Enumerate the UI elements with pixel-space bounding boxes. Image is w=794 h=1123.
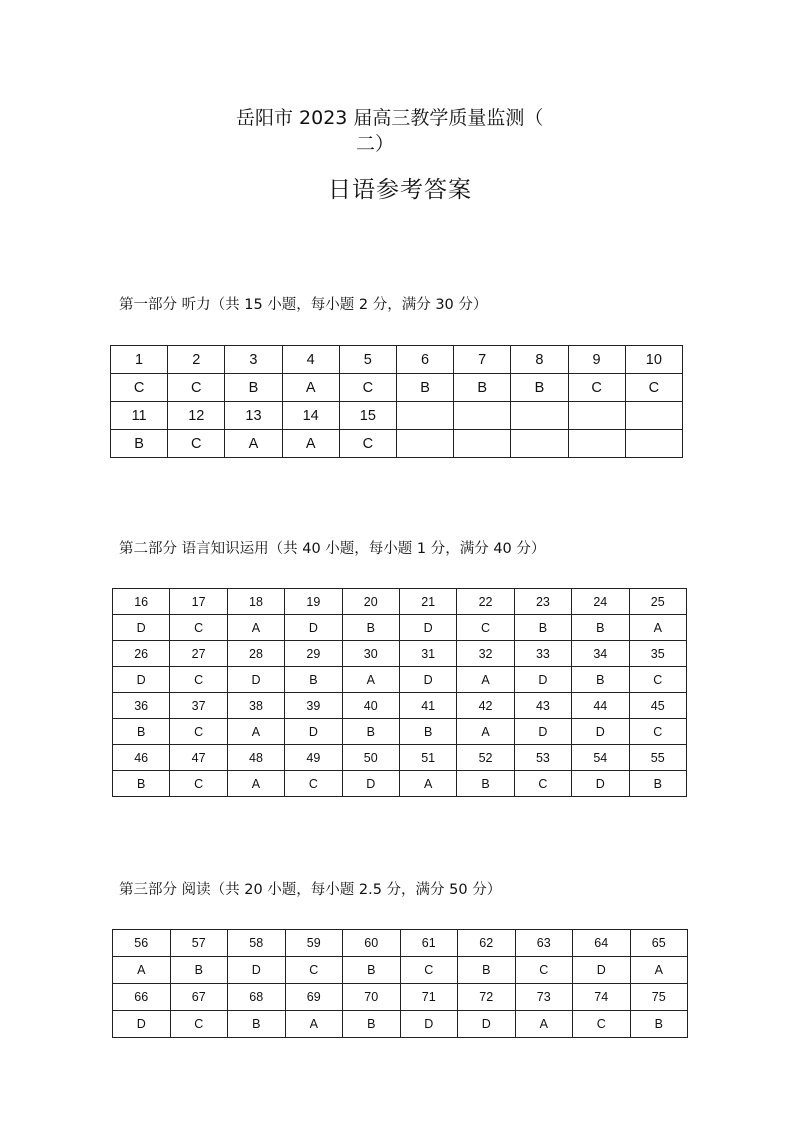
answer-row (111, 374, 683, 402)
answer-cell: C (170, 771, 227, 797)
question-number-cell: 47 (170, 745, 227, 771)
question-number-cell: 57 (170, 930, 228, 957)
answer-cell: C (168, 374, 225, 402)
answer-cell: C (170, 667, 227, 693)
question-number-cell: 59 (285, 930, 343, 957)
answer-cell: B (285, 667, 342, 693)
question-number-cell: 26 (113, 641, 170, 667)
answer-cell: D (514, 667, 571, 693)
question-number-cell: 53 (514, 745, 571, 771)
answer-cell: B (170, 957, 228, 984)
answer-cell: D (573, 957, 631, 984)
answer-cell: B (454, 374, 511, 402)
answer-cell: A (227, 719, 284, 745)
question-number-cell: 56 (113, 930, 171, 957)
answer-row (113, 719, 687, 745)
question-number-cell: 48 (227, 745, 284, 771)
answer-cell: A (342, 667, 399, 693)
question-number-cell: 1 (111, 346, 168, 374)
answer-cell: D (113, 615, 170, 641)
answer-cell: C (285, 771, 342, 797)
answer-cell: C (625, 374, 682, 402)
answer-cell: D (572, 771, 629, 797)
question-number-cell: 14 (282, 402, 339, 430)
answer-cell: B (511, 374, 568, 402)
answer-cell (625, 430, 682, 458)
question-number-cell: 46 (113, 745, 170, 771)
question-number-cell (396, 402, 453, 430)
answer-cell: B (342, 615, 399, 641)
answer-cell: D (113, 1011, 171, 1038)
answer-cell: B (111, 430, 168, 458)
section-2-answer-table (112, 588, 687, 797)
answer-cell: B (113, 771, 170, 797)
answer-cell: B (457, 771, 514, 797)
question-number-cell: 61 (400, 930, 458, 957)
answer-cell: D (399, 667, 456, 693)
answer-cell: C (111, 374, 168, 402)
question-number-cell: 69 (285, 984, 343, 1011)
question-number-cell: 23 (514, 589, 571, 615)
answer-cell: B (228, 1011, 286, 1038)
answer-cell: D (285, 615, 342, 641)
answer-cell: C (573, 1011, 631, 1038)
answer-cell: B (458, 957, 516, 984)
question-number-cell: 63 (515, 930, 573, 957)
question-number-cell: 4 (282, 346, 339, 374)
question-number-cell: 29 (285, 641, 342, 667)
question-number-cell: 17 (170, 589, 227, 615)
answer-row (113, 957, 688, 984)
question-number-cell: 18 (227, 589, 284, 615)
question-number-cell: 32 (457, 641, 514, 667)
answer-cell: D (400, 1011, 458, 1038)
answer-cell: C (170, 1011, 228, 1038)
question-number-row (113, 693, 687, 719)
answer-cell: A (282, 430, 339, 458)
section-2-heading: 第二部分 语言知识运用（共 40 小题，每小题 1 分，满分 40 分） (119, 541, 546, 557)
question-number-cell (568, 402, 625, 430)
question-number-cell: 42 (457, 693, 514, 719)
answer-cell: C (457, 615, 514, 641)
document-title: 岳阳市 2023 届高三教学质量监测（ (236, 107, 544, 129)
answer-cell: A (630, 957, 688, 984)
answer-cell: A (285, 1011, 343, 1038)
answer-cell: A (227, 771, 284, 797)
question-number-row (111, 402, 683, 430)
question-number-cell: 50 (342, 745, 399, 771)
answer-cell (511, 430, 568, 458)
answer-cell: C (629, 719, 686, 745)
question-number-row (113, 589, 687, 615)
answer-row (113, 615, 687, 641)
answer-cell (568, 430, 625, 458)
answer-cell: D (228, 957, 286, 984)
question-number-cell (454, 402, 511, 430)
answer-cell: D (285, 719, 342, 745)
question-number-cell: 70 (343, 984, 401, 1011)
question-number-cell: 31 (399, 641, 456, 667)
section-3-answer-table (112, 929, 688, 1038)
document-subtitle: 日语参考答案 (328, 177, 472, 203)
question-number-cell: 41 (399, 693, 456, 719)
answer-cell: C (629, 667, 686, 693)
question-number-cell: 64 (573, 930, 631, 957)
question-number-cell: 51 (399, 745, 456, 771)
question-number-cell: 60 (343, 930, 401, 957)
answer-row (113, 771, 687, 797)
section-1-heading: 第一部分 听力（共 15 小题，每小题 2 分，满分 30 分） (119, 297, 488, 313)
question-number-cell: 22 (457, 589, 514, 615)
answer-cell: D (342, 771, 399, 797)
question-number-cell: 9 (568, 346, 625, 374)
question-number-cell: 43 (514, 693, 571, 719)
question-number-cell: 45 (629, 693, 686, 719)
answer-cell: C (339, 374, 396, 402)
answer-cell: B (342, 719, 399, 745)
answer-cell: B (225, 374, 282, 402)
question-number-cell: 75 (630, 984, 688, 1011)
answer-cell: B (629, 771, 686, 797)
question-number-cell: 34 (572, 641, 629, 667)
question-number-cell (625, 402, 682, 430)
answer-row (111, 430, 683, 458)
answer-row (113, 1011, 688, 1038)
answer-cell: A (629, 615, 686, 641)
question-number-cell: 44 (572, 693, 629, 719)
question-number-cell: 36 (113, 693, 170, 719)
question-number-cell: 19 (285, 589, 342, 615)
answer-cell (454, 430, 511, 458)
question-number-cell: 30 (342, 641, 399, 667)
answer-cell: A (457, 719, 514, 745)
answer-cell: B (396, 374, 453, 402)
question-number-cell: 27 (170, 641, 227, 667)
section-3-heading: 第三部分 阅读（共 20 小题，每小题 2.5 分，满分 50 分） (119, 882, 502, 898)
answer-cell: A (113, 957, 171, 984)
question-number-row (113, 745, 687, 771)
answer-cell: D (227, 667, 284, 693)
answer-cell: B (572, 615, 629, 641)
answer-cell: C (400, 957, 458, 984)
answer-cell: D (514, 719, 571, 745)
answer-cell: B (514, 615, 571, 641)
question-number-cell: 5 (339, 346, 396, 374)
question-number-cell: 68 (228, 984, 286, 1011)
question-number-cell: 8 (511, 346, 568, 374)
question-number-cell: 24 (572, 589, 629, 615)
question-number-row (113, 930, 688, 957)
question-number-row (113, 984, 688, 1011)
question-number-cell: 15 (339, 402, 396, 430)
answer-cell: D (458, 1011, 516, 1038)
question-number-cell: 39 (285, 693, 342, 719)
question-number-cell (511, 402, 568, 430)
answer-cell: C (170, 719, 227, 745)
question-number-cell: 21 (399, 589, 456, 615)
question-number-cell: 73 (515, 984, 573, 1011)
question-number-cell: 10 (625, 346, 682, 374)
answer-cell: A (225, 430, 282, 458)
question-number-cell: 40 (342, 693, 399, 719)
question-number-cell: 25 (629, 589, 686, 615)
answer-cell: D (113, 667, 170, 693)
question-number-cell: 65 (630, 930, 688, 957)
section-1-answer-table (110, 345, 683, 458)
question-number-cell: 37 (170, 693, 227, 719)
question-number-row (111, 346, 683, 374)
answer-cell: C (339, 430, 396, 458)
answer-cell: C (285, 957, 343, 984)
answer-cell: B (399, 719, 456, 745)
answer-cell: A (227, 615, 284, 641)
answer-cell: D (399, 615, 456, 641)
question-number-cell: 13 (225, 402, 282, 430)
question-number-cell: 7 (454, 346, 511, 374)
question-number-cell: 58 (228, 930, 286, 957)
question-number-cell: 74 (573, 984, 631, 1011)
answer-cell: A (515, 1011, 573, 1038)
question-number-cell: 11 (111, 402, 168, 430)
question-number-cell: 38 (227, 693, 284, 719)
answer-cell: C (515, 957, 573, 984)
answer-cell: A (399, 771, 456, 797)
question-number-cell: 71 (400, 984, 458, 1011)
question-number-cell: 3 (225, 346, 282, 374)
question-number-cell: 55 (629, 745, 686, 771)
answer-cell: C (170, 615, 227, 641)
question-number-cell: 35 (629, 641, 686, 667)
answer-cell (396, 430, 453, 458)
answer-cell: B (630, 1011, 688, 1038)
answer-cell: B (113, 719, 170, 745)
question-number-cell: 20 (342, 589, 399, 615)
question-number-cell: 6 (396, 346, 453, 374)
answer-cell: A (282, 374, 339, 402)
question-number-cell: 28 (227, 641, 284, 667)
answer-cell: C (168, 430, 225, 458)
question-number-cell: 33 (514, 641, 571, 667)
question-number-cell: 52 (457, 745, 514, 771)
answer-cell: B (343, 1011, 401, 1038)
document-title-continued: 二） (356, 133, 395, 155)
answer-cell: D (572, 719, 629, 745)
question-number-cell: 72 (458, 984, 516, 1011)
answer-row (113, 667, 687, 693)
answer-cell: C (514, 771, 571, 797)
question-number-cell: 12 (168, 402, 225, 430)
answer-cell: A (457, 667, 514, 693)
question-number-cell: 49 (285, 745, 342, 771)
answer-cell: B (572, 667, 629, 693)
question-number-row (113, 641, 687, 667)
answer-cell: C (568, 374, 625, 402)
question-number-cell: 16 (113, 589, 170, 615)
question-number-cell: 66 (113, 984, 171, 1011)
question-number-cell: 62 (458, 930, 516, 957)
answer-cell: B (343, 957, 401, 984)
question-number-cell: 2 (168, 346, 225, 374)
question-number-cell: 67 (170, 984, 228, 1011)
question-number-cell: 54 (572, 745, 629, 771)
